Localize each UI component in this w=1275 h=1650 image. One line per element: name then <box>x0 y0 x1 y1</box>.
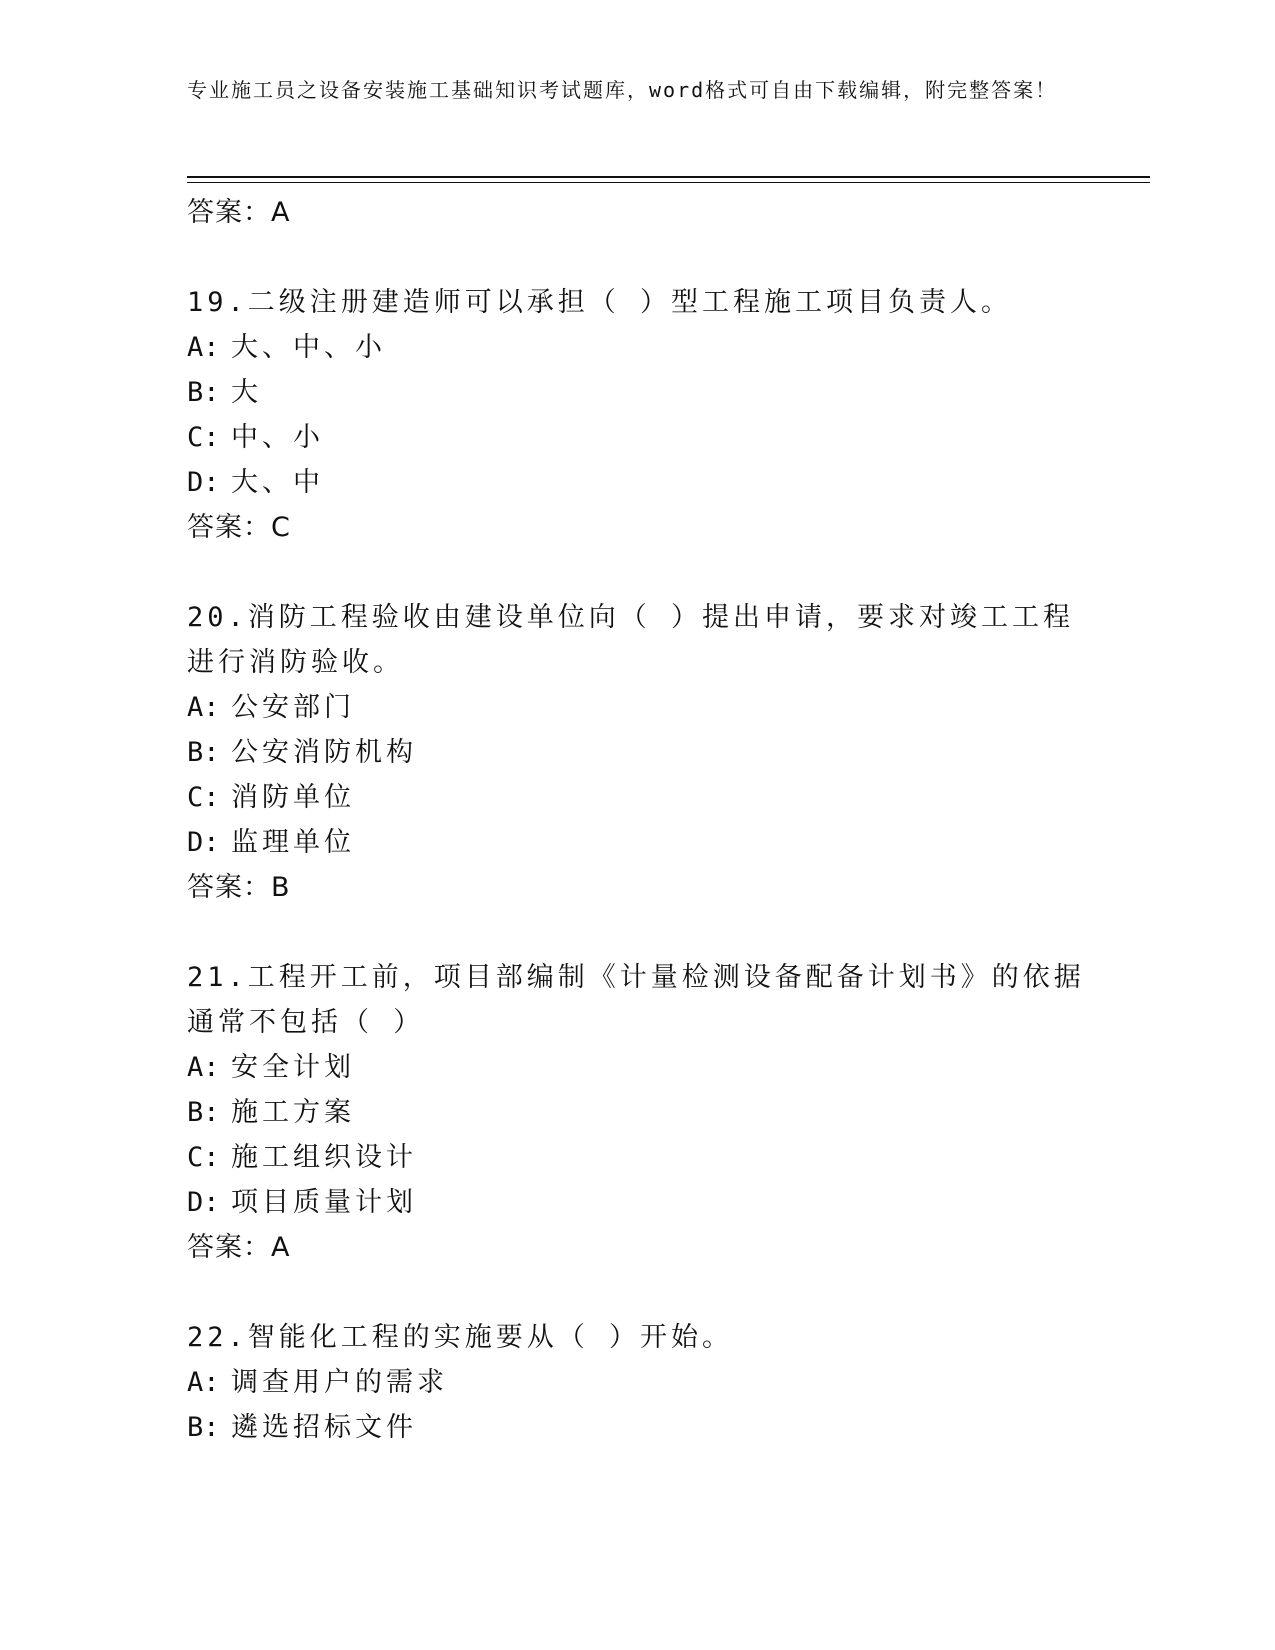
answer-line: 答案：A <box>187 197 291 228</box>
option-d <box>187 460 1087 505</box>
option-text: 公安消防机构 <box>231 737 417 768</box>
option-text: 消防单位 <box>231 782 355 813</box>
option-letter: D: <box>187 1187 220 1218</box>
document-body <box>187 190 1087 1450</box>
option-text: 施工组织设计 <box>231 1142 417 1173</box>
option-letter: A: <box>187 332 220 363</box>
answer-line: 答案：A <box>187 1232 291 1263</box>
option-text: 监理单位 <box>231 827 355 858</box>
option-b <box>187 370 1087 415</box>
option-letter: C: <box>187 422 220 453</box>
header-divider-thin <box>187 182 1150 183</box>
option-d <box>187 820 1087 865</box>
question-block <box>187 595 1087 910</box>
question-block <box>187 1315 1087 1450</box>
option-text: 大 <box>231 377 262 408</box>
document-header: 专业施工员之设备安装施工基础知识考试题库，word格式可自由下载编辑，附完整答案！ <box>187 78 1058 102</box>
question-stem: 19.二级注册建造师可以承担（ ）型工程施工项目负责人。 <box>187 287 1013 318</box>
option-text: 大、中、小 <box>231 332 386 363</box>
option-letter: D: <box>187 467 220 498</box>
option-letter: B: <box>187 1097 220 1128</box>
option-text: 安全计划 <box>231 1052 355 1083</box>
option-d <box>187 1180 1087 1225</box>
header-divider-thick <box>187 176 1150 178</box>
option-letter: B: <box>187 1412 220 1443</box>
option-text: 调查用户的需求 <box>231 1367 448 1398</box>
option-letter: A: <box>187 1052 220 1083</box>
answer-line: 答案：C <box>187 512 291 543</box>
question-stem: 22.智能化工程的实施要从（ ）开始。 <box>187 1322 734 1353</box>
option-c <box>187 775 1087 820</box>
question-block <box>187 280 1087 550</box>
answer-line: 答案：B <box>187 872 291 903</box>
option-a <box>187 1045 1087 1090</box>
option-c <box>187 415 1087 460</box>
option-c <box>187 1135 1087 1180</box>
question-block <box>187 955 1087 1270</box>
option-letter: A: <box>187 1367 220 1398</box>
option-letter: C: <box>187 1142 220 1173</box>
option-a <box>187 685 1087 730</box>
option-b <box>187 730 1087 775</box>
option-text: 项目质量计划 <box>231 1187 417 1218</box>
question-stem: 21.工程开工前，项目部编制《计量检测设备配备计划书》的依据通常不包括（ ） <box>187 962 1085 1038</box>
option-letter: B: <box>187 377 220 408</box>
option-text: 遴选招标文件 <box>231 1412 417 1443</box>
option-letter: C: <box>187 782 220 813</box>
option-letter: D: <box>187 827 220 858</box>
option-text: 公安部门 <box>231 692 355 723</box>
option-letter: B: <box>187 737 220 768</box>
option-a <box>187 1360 1087 1405</box>
option-a <box>187 325 1087 370</box>
option-text: 大、中 <box>231 467 324 498</box>
option-letter: A: <box>187 692 220 723</box>
option-text: 施工方案 <box>231 1097 355 1128</box>
option-b <box>187 1405 1087 1450</box>
option-b <box>187 1090 1087 1135</box>
option-text: 中、小 <box>231 422 324 453</box>
question-stem: 20.消防工程验收由建设单位向（ ）提出申请，要求对竣工工程进行消防验收。 <box>187 602 1075 678</box>
